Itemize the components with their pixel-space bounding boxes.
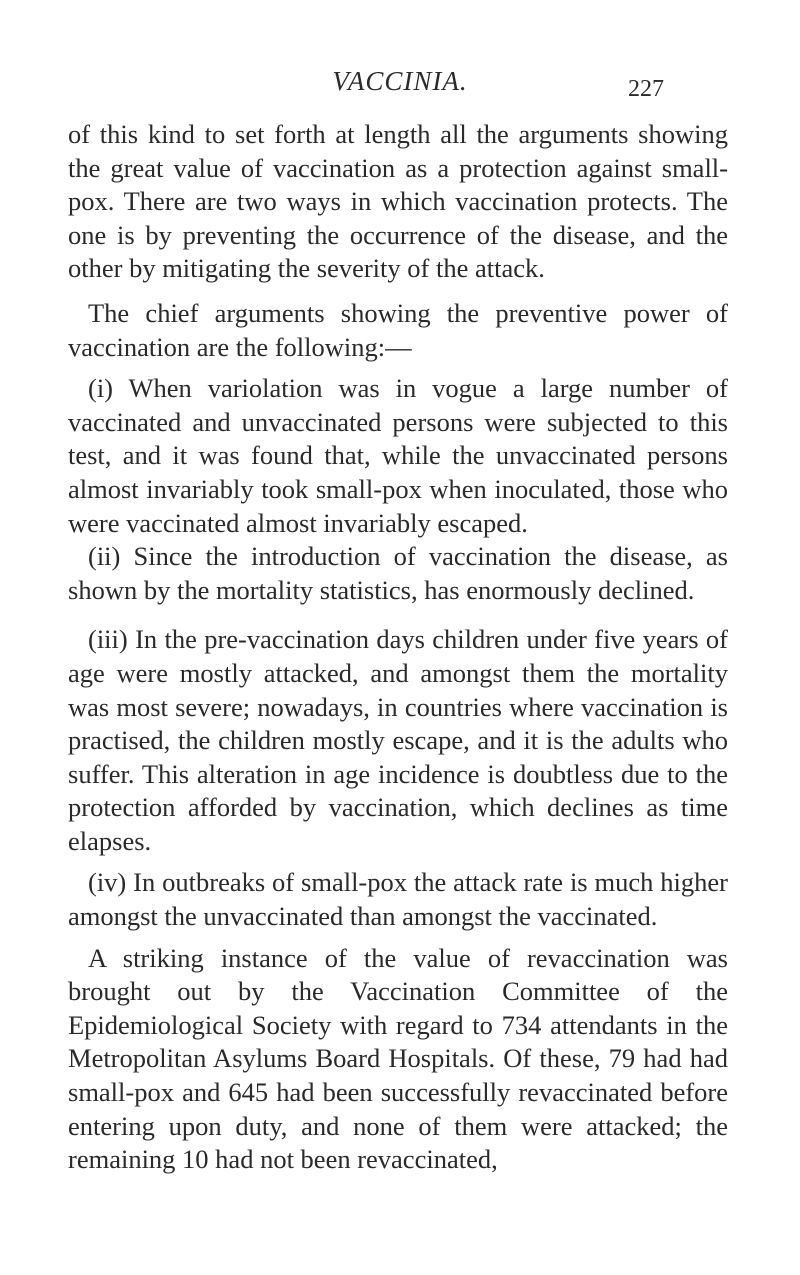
running-title: VACCINIA. [332,66,468,96]
paragraph-argument-iii: (iii) In the pre-vaccination days children under five years of age were mostly attacked, and amongst them the mortality was most severe; nowadays, in countries where vaccination is practised, the children mostly escape, and it is the adults who suffer. This alteration in age incidence is doubtless due to the protection afforded by vaccination, which declines as time elapses. [68,624,728,856]
paragraph-intro: of this kind to set forth at length all the arguments showing the great value of vaccination as a protection against small-pox. There are two ways in which vaccination protects. The one is by preventing the occurrence of the disease, and the other by mitigating the severity of the attack. [68,119,728,284]
page-number: 227 [628,76,664,102]
paragraph-revaccination: A striking instance of the value of revaccination was brought out by the Vaccination Committee of the Epidemiological Society with regard to 734 attendants in the Metropolitan Asylums Board Hospitals. Of these, 79 had had small-pox and 645 had been successfully revaccinated before entering upon duty, and none of them were attacked; the remaining 10 had not been revaccinated, [68,942,728,1175]
body-text [68,118,728,1177]
paragraph-arguments-lead: The chief arguments showing the preventive power of vaccination are the following:— [68,297,728,362]
paragraph-argument-iv: (iv) In outbreaks of small-pox the attack rate is much higher amongst the unvaccinated than amongst the vaccinated. [68,867,728,932]
paragraph-argument-i: (i) When variolation was in vogue a large number of vaccinated and unvaccinated persons were subjected to this test, and it was found that, while the unvaccinated persons almost invariably took small-pox when inoculated, those who were vaccinated almost invariably escaped. [68,373,728,538]
paragraph-argument-ii: (ii) Since the introduction of vaccination the disease, as shown by the mortality statistics, has enormously declined. [68,541,728,605]
